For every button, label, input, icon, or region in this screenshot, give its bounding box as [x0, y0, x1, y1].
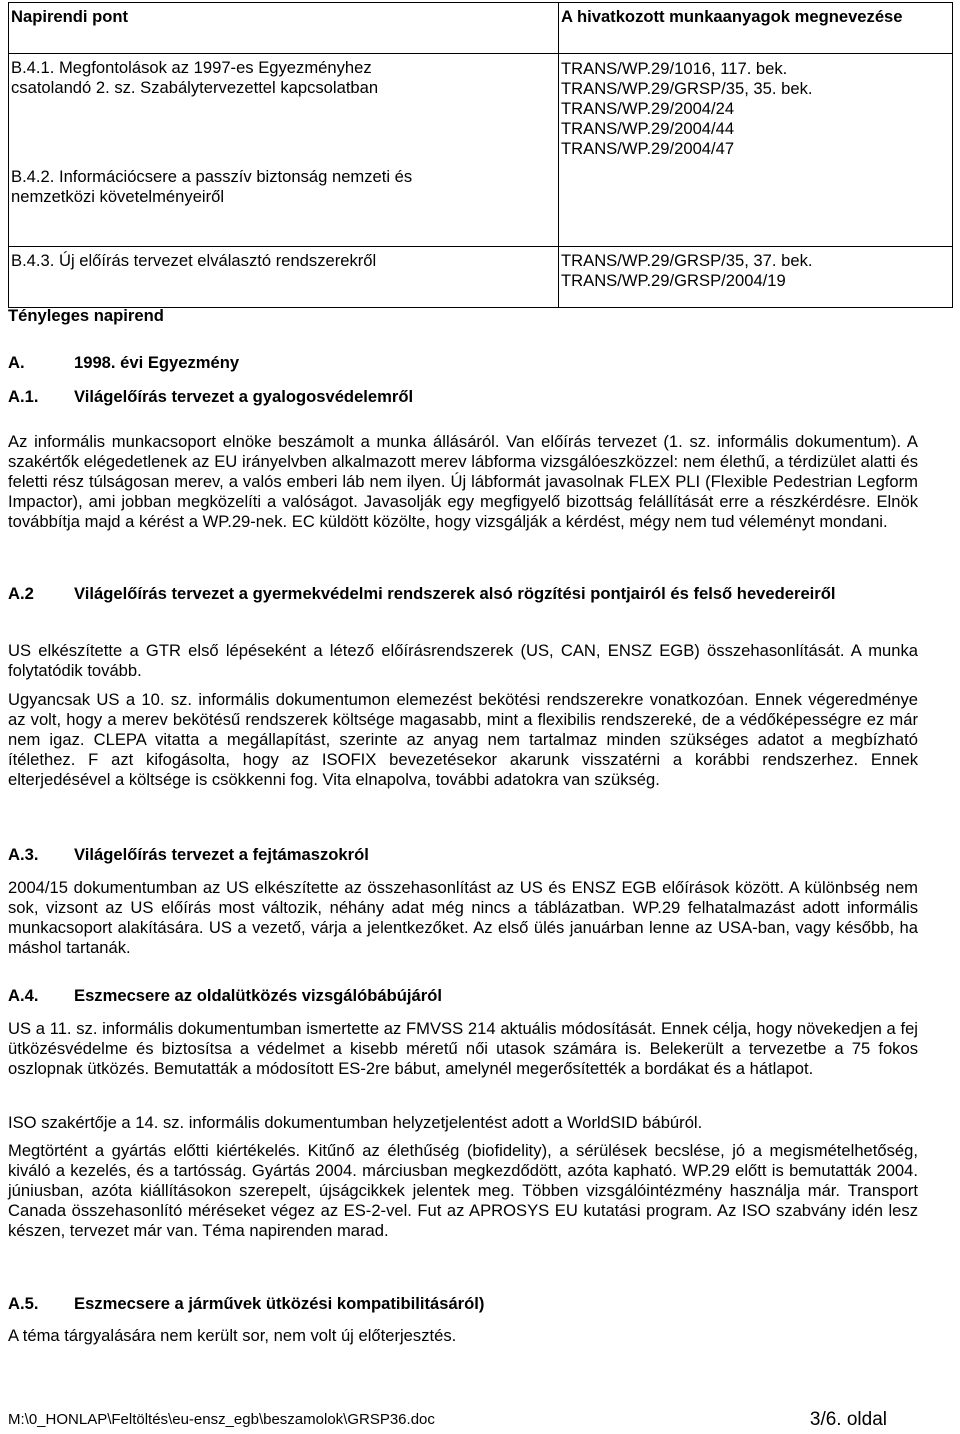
- document-ref: TRANS/WP.29/GRSP/35, 35. bek.: [561, 79, 813, 98]
- heading-a1: [8, 387, 918, 407]
- document-ref: TRANS/WP.29/GRSP/35, 37. bek.: [561, 251, 813, 270]
- heading-number: A.1.: [8, 387, 39, 406]
- table-row: [9, 247, 953, 308]
- document-ref: TRANS/WP.29/1016, 117. bek.: [561, 59, 788, 78]
- heading-number: A.3.: [8, 845, 39, 864]
- heading-title: Eszmecsere a járművek ütközési kompatibilitásáról): [74, 1294, 485, 1313]
- document-ref: TRANS/WP.29/2004/44: [561, 119, 735, 138]
- paragraph-a1: Az informális munkacsoport elnöke beszámolt a munka állásáról. Van előírás tervezet (1. sz. informális dokumentum). A szakértők elégedetlenek az EU irányelvben alkalmazott merev lábforma vizsgálóeszközzel: nem élethű, a térdizület alatti és feletti rész túlságosan merev, a valós emberi láb nem ilyen. Új lábformát javasolnak FLEX PLI (Flexible Pedestrian Legform Impactor), ami jobban megközelíti a valóságot. Javasolják egy megfigyelő bizottság felállítását erre a részkérdésre. Elnök továbbítja majd a kérést a WP.29-nek. EC küldött közölte, hogy vizsgálják a kérdést, mégy nem tud véleményt mondani.: [8, 432, 918, 531]
- agenda-item-b41: [11, 58, 556, 98]
- page-footer: [8, 1411, 953, 1429]
- paragraph-a4-2: ISO szakértője a 14. sz. informális dokumentumban helyzetjelentést adott a WorldSID bábúról.: [8, 1113, 703, 1132]
- heading-title: Világelőírás tervezet a gyermekvédelmi rendszerek alsó rögzítési pontjairól és felső hevedereiről: [74, 584, 836, 603]
- agenda-line: csatolandó 2. sz. Szabálytervezettel kapcsolatban: [11, 78, 379, 97]
- header-documents: A hivatkozott munkaanyagok megnevezése: [559, 3, 953, 54]
- agenda-cell: [9, 247, 559, 308]
- document-ref: TRANS/WP.29/2004/24: [561, 99, 735, 118]
- page-number: 3/6. oldal: [809, 1409, 887, 1430]
- agenda-cell: [9, 54, 559, 247]
- agenda-item-b42: [11, 167, 412, 207]
- file-path: M:\0_HONLAP\Feltöltés\eu-ensz_egb\beszamolok\GRSP36.doc: [8, 1411, 435, 1428]
- heading-number: A.5.: [8, 1294, 39, 1313]
- heading-number: A.4.: [8, 986, 39, 1005]
- heading-a4: [8, 986, 918, 1006]
- heading-a3: [8, 845, 918, 865]
- paragraph-a2-2: Ugyancsak US a 10. sz. informális dokumentumon elemezést bekötési rendszerekre vonatkozóan. Ennek végeredménye az volt, hogy a merev bekötésű rendszerek költsége magasabb, mint a flexibilis rendszereké, de a védőképességre ez már nem igaz. CLEPA vitatta a megállapítást, szerinte az anyag nem tartalmaz minden szükséges adatot a megbízható ítélethez. F azt kifogásolta, hogy az ISOFIX bevezetésekor akarunk visszatérni a korábbi rendszerhez. Ennek elterjedésével a költsége is csökkenni fog. Vita elnapolva, további adatokra van szükség.: [8, 690, 918, 789]
- agenda-table: [8, 2, 953, 308]
- heading-title: 1998. évi Egyezmény: [74, 353, 240, 372]
- heading-a5: [8, 1294, 918, 1314]
- paragraph-a3: 2004/15 dokumentumban az US elkészítette az összehasonlítást az US és ENSZ EGB előírások között. A különbség nem sok, vizsont az US előírás most változik, néhány adat még nincs a táblázatban. WP.29 felhatalmazást adott informális munkacsoport alakítására. US a vezető, várja a jelentkezőket. Az első ülés januárban lenne az USA-ban, vagy később, ha máshol tartanák.: [8, 878, 918, 957]
- agenda-item-b43: B.4.3. Új előírás tervezet elválasztó rendszerekről: [11, 251, 377, 270]
- paragraph-a5: A téma tárgyalására nem került sor, nem volt új előterjesztés.: [8, 1326, 457, 1345]
- paragraph-a4-1: US a 11. sz. informális dokumentumban ismertette az FMVSS 214 aktuális módosítását. Ennek célja, hogy növekedjen a fej ütközésvédelme és biztosítsa a védelmet a kisebb méretű női utasok számára is. Belekerült a tervezetbe a 75 fokos oszlopnak ütközés. Bemutatták a módosított ES-2re bábut, amelynél megerősítették a bordákat és a hátlapot.: [8, 1019, 918, 1078]
- documents-cell: [559, 247, 953, 308]
- heading-number: A.: [8, 353, 25, 372]
- document-ref: TRANS/WP.29/GRSP/2004/19: [561, 271, 786, 290]
- agenda-line: B.4.2. Információcsere a passzív biztonság nemzeti és: [11, 167, 413, 186]
- heading-number: A.2: [8, 584, 34, 603]
- section-title: Tényleges napirend: [8, 306, 164, 325]
- agenda-line: nemzetközi követelményeiről: [11, 187, 225, 206]
- document-ref: TRANS/WP.29/2004/47: [561, 139, 735, 158]
- heading-a: [8, 353, 918, 373]
- documents-cell: [559, 54, 953, 247]
- paragraph-a2-1: US elkészítette a GTR első lépéseként a létező előírásrendszerek (US, CAN, ENSZ EGB) összehasonlítását. A munka folytatódik tovább.: [8, 641, 918, 680]
- agenda-line: B.4.1. Megfontolások az 1997-es Egyezményhez: [11, 58, 372, 77]
- heading-title: Világelőírás tervezet a gyalogosvédelemről: [74, 387, 414, 406]
- paragraph-a4-3: Megtörtént a gyártás előtti kiértékelés. Kitűnő az élethűség (biofidelity), a sérülések becslése, jó a megismételhetőség, kiváló a kezelés, és a tartósság. Gyártás 2004. márciusban megkezdődött, azóta kapható. WP.29 előtt is bemutatták 2004. júniusban, azóta kiállításokon szerepelt, újságcikkek jelentek meg. Többen vizsgálóintézmény használja már. Transport Canada összehasonlító méréseket végez az ES-2-vel. Fut az APROSYS EU kutatási program. Az ISO szabvány idén lesz készen, tervezet már van. Téma napirenden marad.: [8, 1141, 918, 1240]
- table-row: [9, 54, 953, 247]
- heading-a2: [8, 584, 918, 604]
- heading-title: Eszmecsere az oldalütközés vizsgálóbábújáról: [74, 986, 442, 1005]
- table-header-row: [9, 3, 953, 54]
- header-agenda-item: Napirendi pont: [9, 3, 559, 54]
- heading-title: Világelőírás tervezet a fejtámaszokról: [74, 845, 369, 864]
